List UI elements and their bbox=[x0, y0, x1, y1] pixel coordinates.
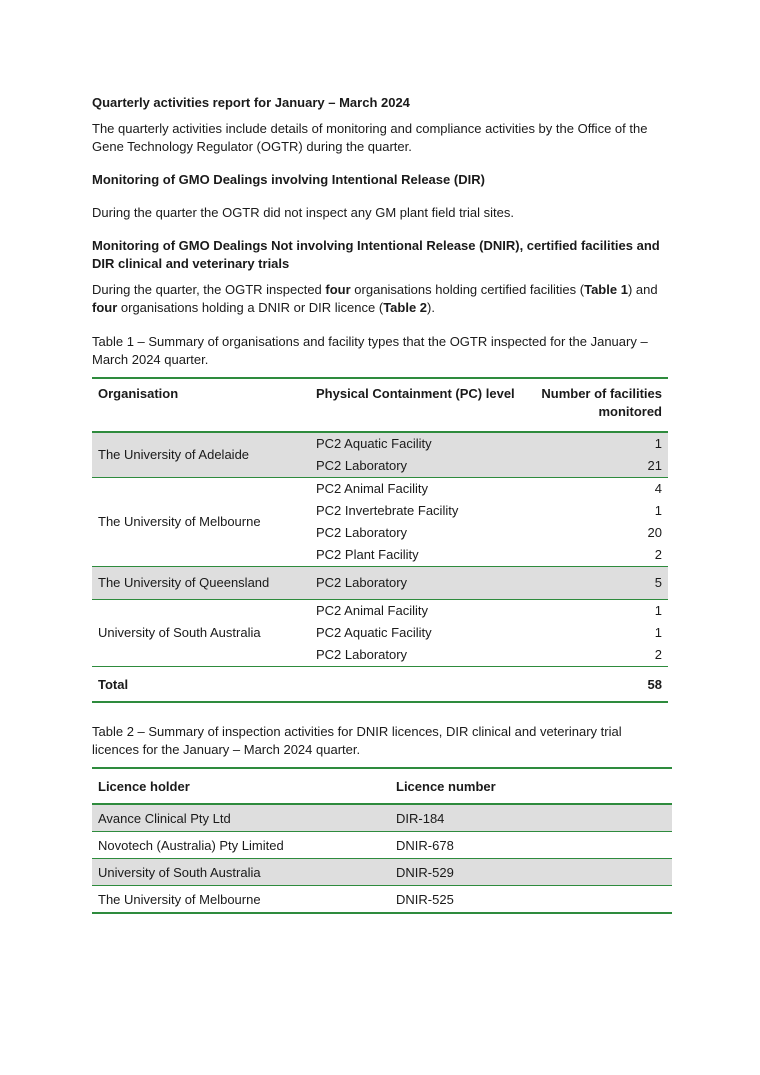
table-row bbox=[92, 804, 672, 832]
licence-cell: DNIR-525 bbox=[396, 891, 454, 907]
count-cell: 4 bbox=[654, 481, 662, 496]
table1-group-adelaide bbox=[92, 432, 668, 478]
table-row bbox=[92, 432, 668, 455]
table2 bbox=[92, 767, 672, 914]
table-row bbox=[92, 600, 668, 623]
dnir-heading: Monitoring of GMO Dealings Not involving Intentional Release (DNIR), certified facilities and DIR clinical and veterinary trials bbox=[92, 238, 660, 271]
report-title: Quarterly activities report for January – March 2024 bbox=[92, 95, 410, 110]
pc-cell: PC2 Aquatic Facility bbox=[316, 625, 432, 640]
intro-paragraph: The quarterly activities include details of monitoring and compliance activities by the Office of the Gene Technology Regulator (OGTR) during the quarter. bbox=[92, 121, 648, 154]
table1-group-south-australia bbox=[92, 600, 668, 667]
count-cell: 2 bbox=[654, 647, 662, 662]
holder-cell: Avance Clinical Pty Ltd bbox=[92, 804, 390, 832]
count-cell: 1 bbox=[654, 603, 662, 618]
holder-cell: Novotech (Australia) Pty Limited bbox=[98, 837, 284, 853]
org-cell: The University of Adelaide bbox=[92, 432, 310, 478]
count-cell: 1 bbox=[654, 625, 662, 640]
pc-cell: PC2 Animal Facility bbox=[316, 481, 428, 496]
total-spacer bbox=[310, 667, 526, 703]
pc-cell: PC2 Aquatic Facility bbox=[310, 432, 526, 455]
table-row bbox=[92, 886, 672, 914]
pc-cell: PC2 Laboratory bbox=[310, 455, 526, 478]
dir-heading: Monitoring of GMO Dealings involving Intentional Release (DIR) bbox=[92, 172, 485, 187]
count-cell: 5 bbox=[526, 567, 668, 600]
table1-group-queensland bbox=[92, 567, 668, 600]
total-value: 58 bbox=[647, 676, 662, 692]
table-row bbox=[92, 859, 672, 886]
count-cell: 2 bbox=[654, 547, 662, 562]
table1-group-melbourne bbox=[92, 478, 668, 567]
pc-cell: PC2 Laboratory bbox=[316, 525, 408, 540]
count-cell: 1 bbox=[654, 503, 662, 518]
table2-header-number: Licence number bbox=[396, 778, 496, 794]
pc-cell: PC2 Laboratory bbox=[316, 647, 408, 662]
table1-header-row bbox=[92, 378, 668, 432]
count-cell: 1 bbox=[526, 432, 668, 455]
holder-cell: University of South Australia bbox=[92, 859, 390, 886]
total-label: Total bbox=[98, 676, 129, 692]
org-cell: The University of Queensland bbox=[92, 567, 310, 600]
licence-cell: DIR-184 bbox=[390, 804, 672, 832]
table2-header-holder: Licence holder bbox=[98, 778, 190, 794]
table1-header-organisation: Organisation bbox=[98, 386, 179, 401]
count-cell: 20 bbox=[647, 525, 662, 540]
table1-total-row bbox=[92, 667, 668, 703]
pc-cell: PC2 Invertebrate Facility bbox=[316, 503, 459, 518]
dir-paragraph: During the quarter the OGTR did not inspect any GM plant field trial sites. bbox=[92, 205, 514, 220]
pc-cell: PC2 Animal Facility bbox=[316, 603, 428, 618]
table2-header-row bbox=[92, 768, 672, 804]
table1 bbox=[92, 377, 668, 703]
org-cell: The University of Melbourne bbox=[98, 514, 261, 529]
table2-caption: Table 2 – Summary of inspection activities for DNIR licences, DIR clinical and veterinary trial licences for the January – March 2024 quarter. bbox=[92, 724, 622, 757]
table-row bbox=[92, 832, 672, 859]
pc-cell: PC2 Laboratory bbox=[310, 567, 526, 600]
licence-cell: DNIR-529 bbox=[390, 859, 672, 886]
table-row bbox=[92, 567, 668, 600]
report-page bbox=[92, 94, 668, 914]
table1-caption: Table 1 – Summary of organisations and facility types that the OGTR inspected for the January – March 2024 quarter. bbox=[92, 334, 648, 367]
table-row bbox=[92, 478, 668, 501]
dnir-paragraph: During the quarter, the OGTR inspected four organisations holding certified facilities (Table 1) and four organisations holding a DNIR or DIR licence (Table 2). bbox=[92, 282, 658, 315]
licence-cell: DNIR-678 bbox=[396, 837, 454, 853]
count-cell: 21 bbox=[526, 455, 668, 478]
pc-cell: PC2 Plant Facility bbox=[316, 547, 419, 562]
table1-header-pc-level: Physical Containment (PC) level bbox=[316, 386, 515, 401]
table1-header-count: Number of facilities monitored bbox=[541, 386, 662, 419]
holder-cell: The University of Melbourne bbox=[98, 891, 261, 907]
org-cell: University of South Australia bbox=[98, 625, 261, 640]
